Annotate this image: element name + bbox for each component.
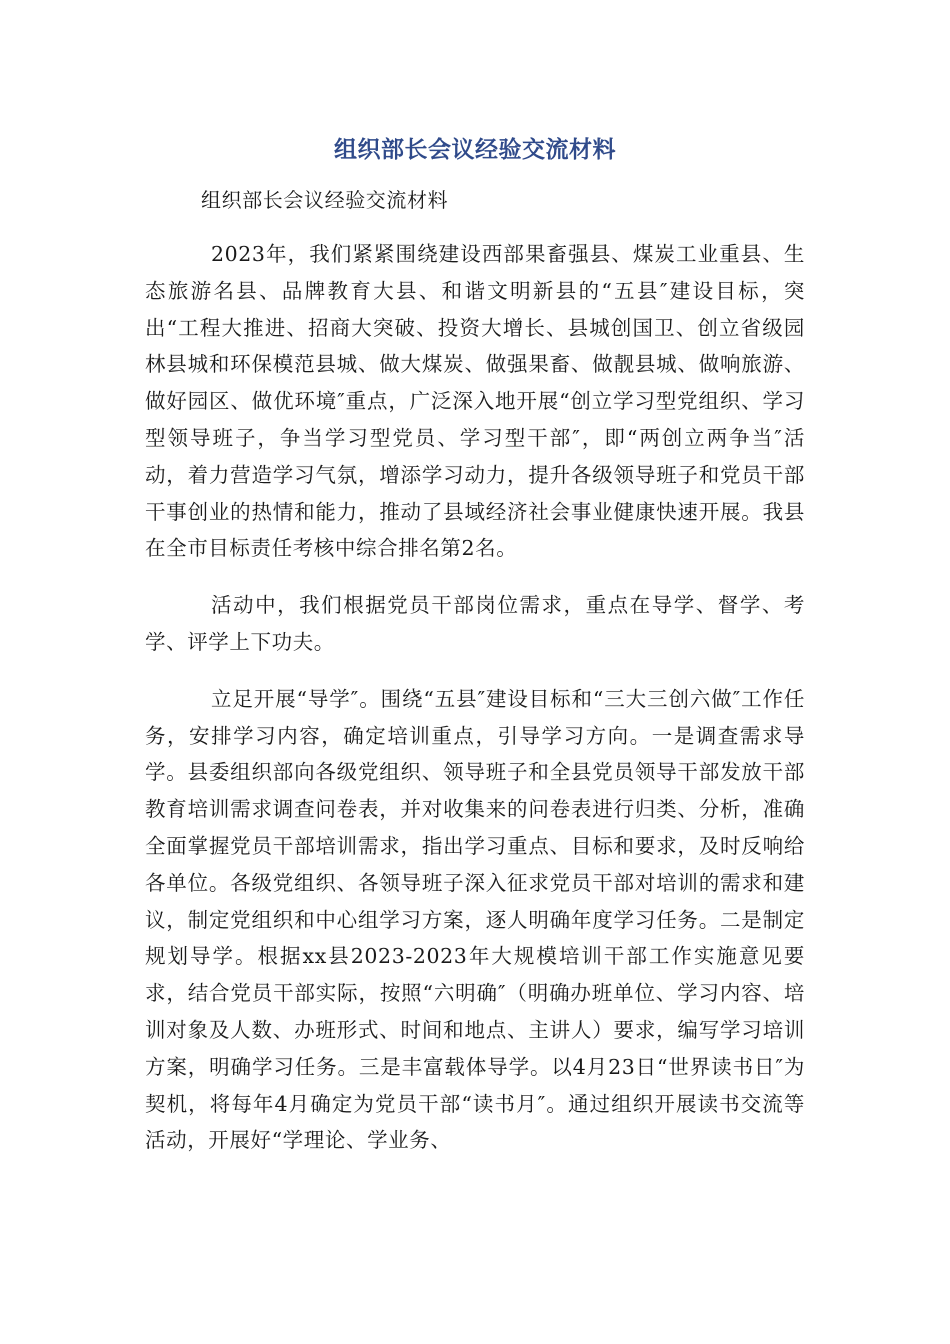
paragraph-guided-learning: 立足开展“导学″。围绕“五县″建设目标和“三大三创六做″工作任务，安排学习内容，确定培训重点，引导学习方向。一是调查需求导学。县委组织部向各级党组织、领导班子和全县党员领导干部发放干部教育培训需求调查问卷表，并对收集来的问卷表进行归类、分析，准确全面掌握党员干部培训需求，指出学习重点、目标和要求，及时反响给各单位。各级党组织、各领导班子深入征求党员干部对培训的需求和建议，制定党组织和中心组学习方案，逐人明确年度学习任务。二是制定规划导学。根据xx县2023-2023年大规模培训干部工作实施意见要求，结合党员干部实际，按照“六明确″（明确办班单位、学习内容、培训对象及人数、办班形式、时间和地点、主讲人）要求，编写学习培训方案，明确学习任务。三是丰富载体导学。以4月23日“世界读书日″为契机，将每年4月确定为党员干部“读书月″。通过组织开展读书交流等活动，开展好“学理论、学业务、: [145, 686, 805, 1153]
paragraph-intro: 2023年，我们紧紧围绕建设西部果畜强县、煤炭工业重县、生态旅游名县、品牌教育大县、和谐文明新县的“五县″建设目标，突出“工程大推进、招商大突破、投资大增长、县城创国卫、创立省级园林县城和环保模范县城、做大煤炭、做强果畜、做靓县城、做响旅游、做好园区、做优环境″重点，广泛深入地开展“创立学习型党组织、学习型领导班子，争当学习型党员、学习型干部″，即“两创立两争当″活动，着力营造学习气氛，增添学习动力，提升各级领导班子和党员干部干事创业的热情和能力，推动了县域经济社会事业健康快速开展。我县在全市目标责任考核中综合排名第2名。: [145, 242, 805, 561]
document-title: 组织部长会议经验交流材料: [334, 137, 616, 163]
paragraph-activity: 活动中，我们根据党员干部岗位需求，重点在导学、督学、考学、评学上下功夫。: [145, 593, 805, 654]
document-page: [145, 128, 805, 1159]
document-subtitle: 组织部长会议经验交流材料: [201, 188, 449, 212]
